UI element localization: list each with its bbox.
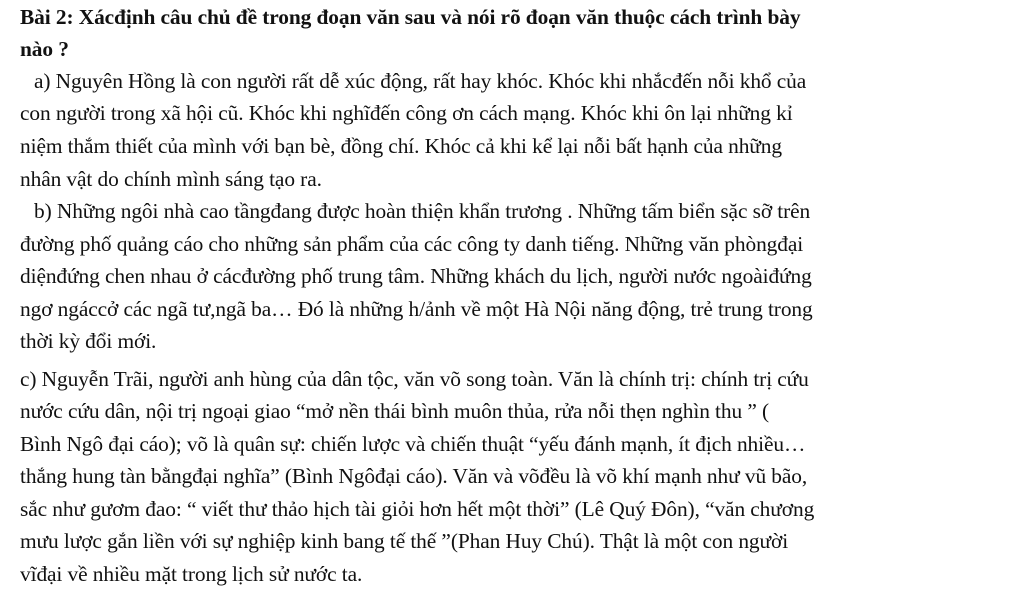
paragraph-b-line-4: ngơ ngáccở các ngã tư,ngã ba… Đó là những h/ảnh về một Hà Nội năng động, trẻ trung trong [20, 297, 813, 321]
paragraph-b-line-2: đường phố quảng cáo cho những sản phẩm của các công ty danh tiếng. Những văn phòngđại [20, 232, 804, 256]
paragraph-c-line-4: thắng hung tàn bằngđại nghĩa” (Bình Ngôđại cáo). Văn và võđều là võ khí mạnh như vũ bão, [20, 464, 808, 488]
paragraph-b-line-1: b) Những ngôi nhà cao tầngđang được hoàn thiện khẩn trương . Những tấm biển sặc sỡ trên [34, 199, 811, 223]
exercise-title-line-1: Bài 2: Xácđịnh câu chủ đề trong đoạn văn sau và nói rõ đoạn văn thuộc cách trình bày [20, 5, 801, 29]
paragraph-c-line-7: vĩđại về nhiều mặt trong lịch sử nước ta. [20, 562, 363, 586]
paragraph-a-line-1: a) Nguyên Hồng là con người rất dễ xúc động, rất hay khóc. Khóc khi nhắcđến nỗi khổ của [34, 69, 807, 93]
paragraph-c-line-1: c) Nguyễn Trãi, người anh hùng của dân tộc, văn võ song toàn. Văn là chính trị: chính trị cứu [20, 367, 809, 391]
paragraph-a-line-2: con người trong xã hội cũ. Khóc khi nghĩđến công ơn cách mạng. Khóc khi ôn lại những kỉ [20, 101, 793, 125]
paragraph-c-line-6: mưu lược gắn liền với sự nghiệp kinh bang tế thế ”(Phan Huy Chú). Thật là một con người [20, 529, 789, 553]
paragraph-c-line-5: sắc như gươm đao: “ viết thư thảo hịch tài giỏi hơn hết một thời” (Lê Quý Đôn), “văn chương [20, 497, 815, 521]
exercise-title-line-2: nào ? [20, 37, 69, 61]
paragraph-a-line-4: nhân vật do chính mình sáng tạo ra. [20, 167, 322, 191]
paragraph-b-line-3: diệnđứng chen nhau ở cácđường phố trung tâm. Những khách du lịch, người nước ngoàiđứng [20, 264, 812, 288]
paragraph-a-line-3: niệm thắm thiết của mình với bạn bè, đồng chí. Khóc cả khi kể lại nỗi bất hạnh của những [20, 134, 782, 158]
paragraph-b-line-5: thời kỳ đổi mới. [20, 329, 157, 353]
paragraph-c-line-3: Bình Ngô đại cáo); võ là quân sự: chiến lược và chiến thuật “yếu đánh mạnh, ít địch nhiều… [20, 432, 806, 456]
paragraph-c-line-2: nước cứu dân, nội trị ngoại giao “mở nền thái bình muôn thủa, rửa nỗi thẹn nghìn thu ” ( [20, 399, 769, 423]
